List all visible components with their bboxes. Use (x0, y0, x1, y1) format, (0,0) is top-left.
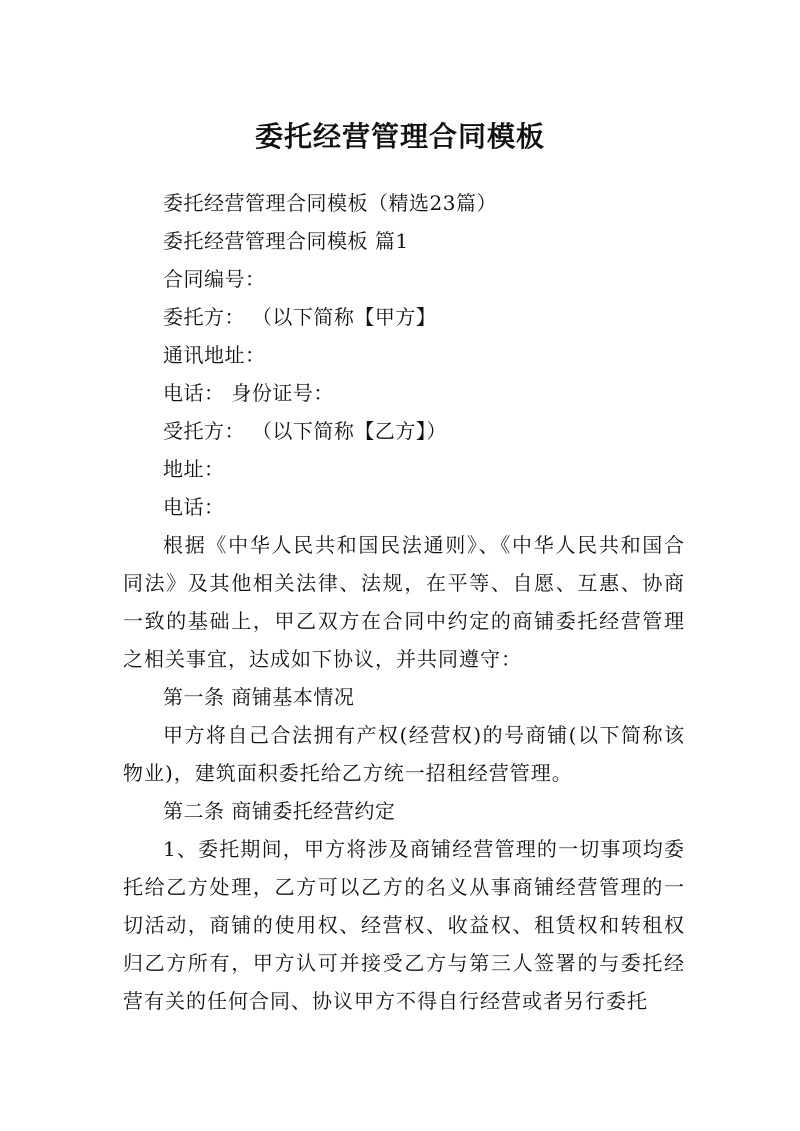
paragraph-template-number: 委托经营管理合同模板 篇1 (163, 229, 409, 253)
article-2-content: 1、委托期间，甲方将涉及商铺经营管理的一切事项均委托给乙方处理，乙方可以乙方的名义从事商铺经营管理的一切活动，商铺的使用权、经营权、收益权、租赁权和转租权归乙方所有，甲方认可并接受乙方与第三人签署的与委托经营有关的任何合同、协议甲方不得自行经营或者另行委托 (123, 837, 685, 1013)
document-body (123, 184, 685, 1020)
paragraph-legal-basis: 根据《中华人民共和国民法通则》、《中华人民共和国合同法》及其他相关法律、法规，在平等、自愿、互惠、协商一致的基础上，甲乙双方在合同中约定的商铺委托经营管理之相关事宜，达成如下协议，并共同遵守： (123, 533, 685, 671)
article-1-heading: 第一条 商铺基本情况 (163, 685, 355, 709)
article-2-heading: 第二条 商铺委托经营约定 (163, 799, 396, 823)
document-title: 委托经营管理合同模板 (254, 119, 545, 153)
paragraph-phone: 电话： (163, 495, 225, 519)
paragraph-contract-number: 合同编号： (163, 267, 266, 291)
paragraph-collection-title: 委托经营管理合同模板（精选23篇） (163, 191, 497, 215)
paragraph-phone-id: 电话： 身份证号： (163, 381, 334, 405)
paragraph-address: 地址： (163, 457, 225, 481)
paragraph-trustee: 受托方： （以下简称【乙方】） (163, 419, 447, 443)
article-1-content: 甲方将自己合法拥有产权(经营权)的号商铺(以下简称该物业)，建筑面积委托给乙方统一招租经营管理。 (123, 723, 685, 785)
paragraph-mailing-address: 通讯地址： (163, 343, 266, 367)
paragraph-client: 委托方： （以下简称【甲方】 (163, 305, 437, 329)
